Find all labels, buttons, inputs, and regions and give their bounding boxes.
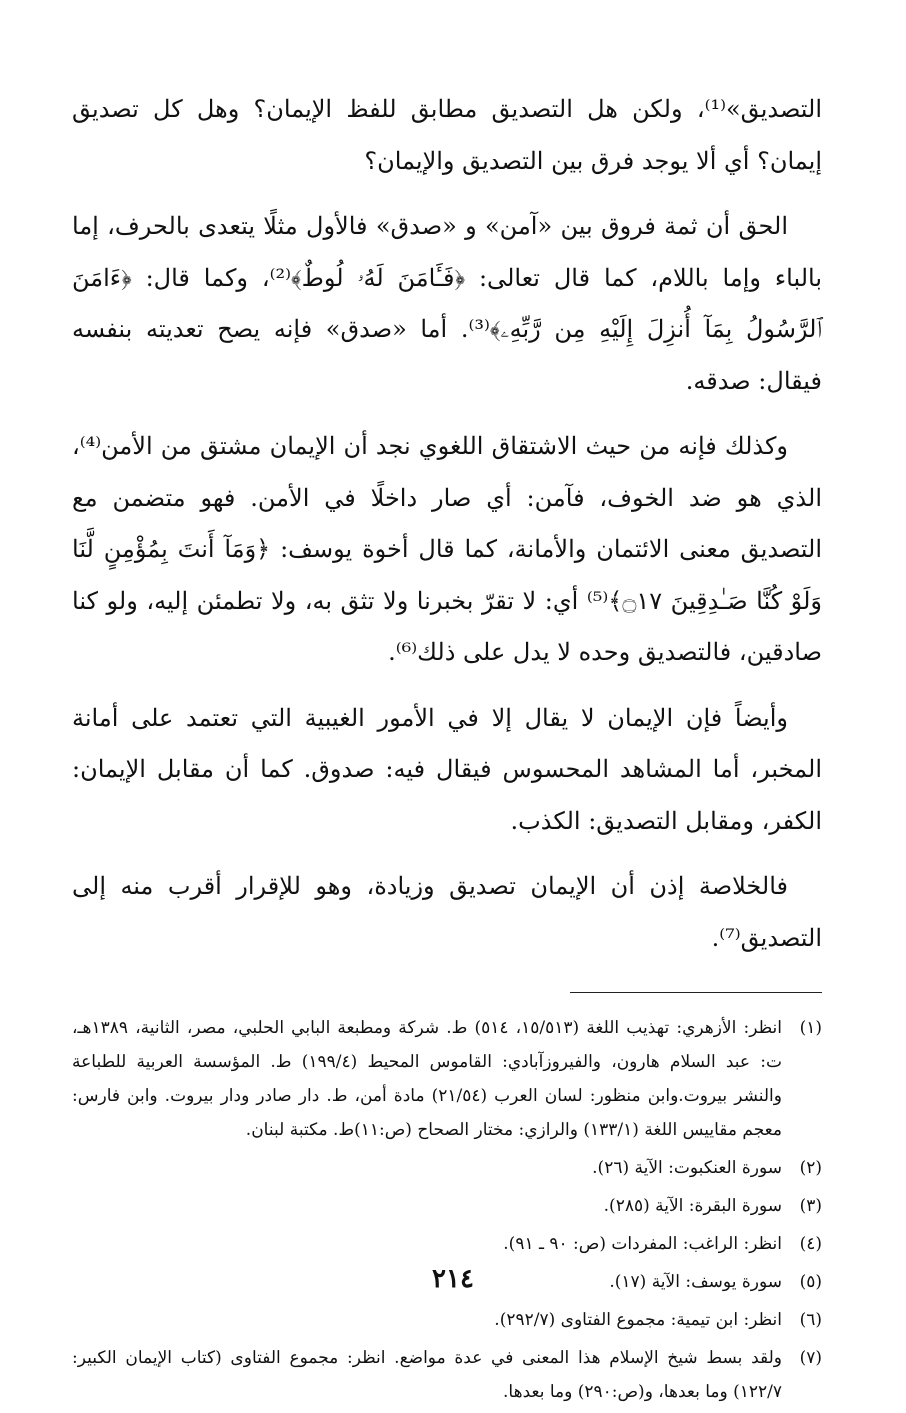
footnote-number: (٥) xyxy=(799,1272,822,1292)
paragraph-3: وكذلك فإنه من حيث الاشتقاق اللغوي نجد أن الإيمان مشتق من الأمن⁽⁴⁾، الذي هو ضد الخوف، فآمن: أي صار داخلًا في الأمن. فهو متضمن مع التصديق معنى الائتمان والأمانة، كما قال أخوة يوسف: ﴿وَمَآ أَنتَ بِمُؤْمِنٍ لَّنَا وَلَوْ كُنَّا صَـٰدِقِينَ ۝١٧﴾⁽⁵⁾ أي: لا تقرّ بخبرنا ولا تثق به، ولا تطمئن إليه، ولو كنا صادقين، فالتصديق وحده لا يدل على ذلك⁽⁶⁾. xyxy=(72,432,822,666)
footnote-text: انظر: الراغب: المفردات (ص: ٩٠ ـ ٩١). xyxy=(503,1234,782,1254)
footnote-text: سورة يوسف: الآية (١٧). xyxy=(609,1272,782,1292)
footnote-4 xyxy=(72,1227,822,1261)
footnote-1 xyxy=(72,1011,822,1147)
paragraph-1: التصديق»⁽¹⁾، ولكن هل التصديق مطابق للفظ الإيمان؟ وهل كل تصديق إيمان؟ أي ألا يوجد فرق بين التصديق والإيمان؟ xyxy=(72,95,822,175)
footnote-number: (٤) xyxy=(799,1234,822,1254)
footnote-separator xyxy=(570,992,822,993)
footnote-number: (٧) xyxy=(799,1348,822,1368)
footnote-3 xyxy=(72,1189,822,1223)
footnote-number: (٣) xyxy=(799,1196,822,1216)
page-body xyxy=(72,84,822,1413)
footnote-number: (٢) xyxy=(799,1158,822,1178)
footnote-text: سورة البقرة: الآية (٢٨٥). xyxy=(603,1196,782,1216)
footnote-7 xyxy=(72,1341,822,1409)
footnote-text: انظر: ابن تيمية: مجموع الفتاوى (٢٩٢/٧). xyxy=(494,1310,782,1330)
paragraph-4: وأيضاً فإن الإيمان لا يقال إلا في الأمور الغيبية التي تعتمد على أمانة المخبر، أما المشاهد المحسوس فيقال فيه: صدوق. كما أن مقابل الإيمان: الكفر، ومقابل التصديق: الكذب. xyxy=(72,703,822,835)
footnote-text: انظر: الأزهري: تهذيب اللغة (١٥/٥١٣، ٥١٤) ط. شركة ومطبعة البابي الحلبي، مصر، الثانية، ١٣٨٩هـ، ت: عبد السلام هارون، والفيروزآبادي: القاموس المحيط (١٩٩/٤) ط. المؤسسة العربية للطباعة والنشر بيروت.وابن منظور: لسان العرب (٢١/٥٤) مادة أمن، ط. دار صادر ودار بيروت. وابن فارس: معجم مقاييس اللغة (١٣٣/١) والرازي: مختار الصحاح (ص:١١)ط. مكتبة لبنان. xyxy=(72,1018,782,1140)
page-number: ٢١٤ xyxy=(432,1264,474,1294)
paragraph-2: الحق أن ثمة فروق بين «آمن» و «صدق» فالأول مثلًا يتعدى بالحرف، إما بالباء وإما باللام، كما قال تعالى: ﴿فَـَٔامَنَ لَهُۥ لُوطٌ﴾⁽²⁾، وكما قال: ﴿ءَامَنَ ٱلرَّسُولُ بِمَآ أُنزِلَ إِلَيْهِ مِن رَّبِّهِۦ﴾⁽³⁾. أما «صدق» فإنه يصح تعديته بنفسه فيقال: صدقه. xyxy=(72,212,823,395)
footnote-number: (٦) xyxy=(799,1310,822,1330)
footnotes-list xyxy=(72,1011,822,1409)
paragraph-5: فالخلاصة إذن أن الإيمان تصديق وزيادة، وهو للإقرار أقرب منه إلى التصديق⁽⁷⁾. xyxy=(72,872,822,952)
footnote-text: سورة العنكبوت: الآية (٢٦). xyxy=(592,1158,782,1178)
footnote-number: (١) xyxy=(799,1018,822,1038)
footnote-6 xyxy=(72,1303,822,1337)
footnote-text: ولقد بسط شيخ الإسلام هذا المعنى في عدة مواضع. انظر: مجموع الفتاوى (كتاب الإيمان الكبير: ١٢٢/٧) وما بعدها، و(ص:٢٩٠) وما بعدها. xyxy=(72,1348,782,1402)
footnote-2 xyxy=(72,1151,822,1185)
